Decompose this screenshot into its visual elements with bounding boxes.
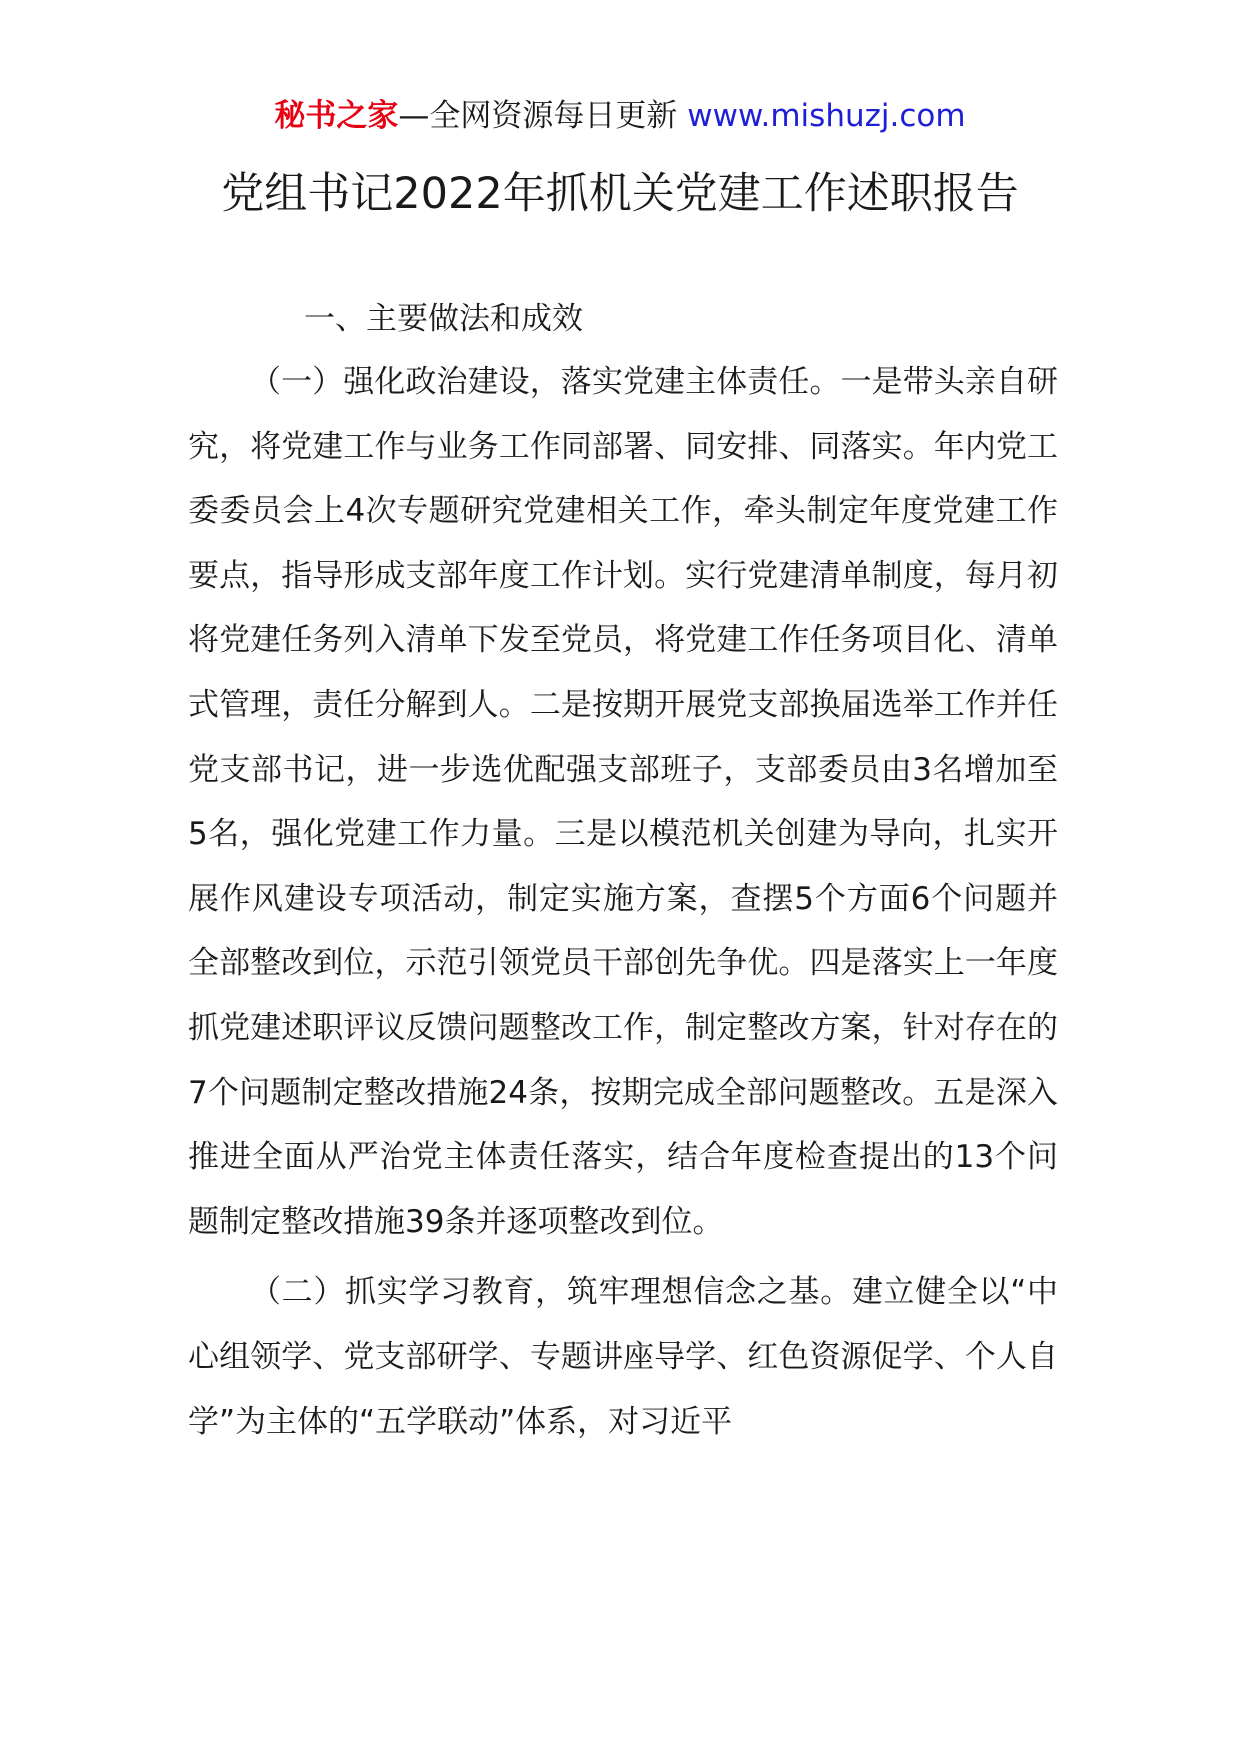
document-title: 党组书记2022年抓机关党建工作述职报告: [221, 169, 1019, 219]
watermark-header: [0, 96, 1240, 136]
brand-name: 秘书之家: [274, 98, 399, 134]
header-tagline: —全网资源每日更新: [398, 98, 678, 134]
site-url-link[interactable]: www.mishuzj.com: [687, 98, 966, 134]
document-body: [188, 296, 1058, 1454]
section-heading: 一、主要做法和成效: [304, 301, 583, 337]
body-paragraph: （一）强化政治建设，落实党建主体责任。一是带头亲自研究，将党建工作与业务工作同部署、同安排、同落实。年内党工委委员会上4次专题研究党建相关工作，牵头制定年度党建工作要点，指导形成支部年度工作计划。实行党建清单制度，每月初将党建任务列入清单下发至党员，将党建工作任务项目化、清单式管理，责任分解到人。二是按期开展党支部换届选举工作并任党支部书记，进一步选优配强支部班子，支部委员由3名增加至5名，强化党建工作力量。三是以模范机关创建为导向，扎实开展作风建设专项活动，制定实施方案，查摆5个方面6个问题并全部整改到位，示范引领党员干部创先争优。四是落实上一年度抓党建述职评议反馈问题整改工作，制定整改方案，针对存在的7个问题制定整改措施24条，按期完成全部问题整改。五是深入推进全面从严治党主体责任落实，结合年度检查提出的13个问题制定整改措施39条并逐项整改到位。: [188, 364, 1058, 1240]
body-paragraph: （二）抓实学习教育，筑牢理想信念之基。建立健全以“中心组领学、党支部研学、专题讲座导学、红色资源促学、个人自学”为主体的“五学联动”体系，对习近平: [188, 1274, 1058, 1440]
